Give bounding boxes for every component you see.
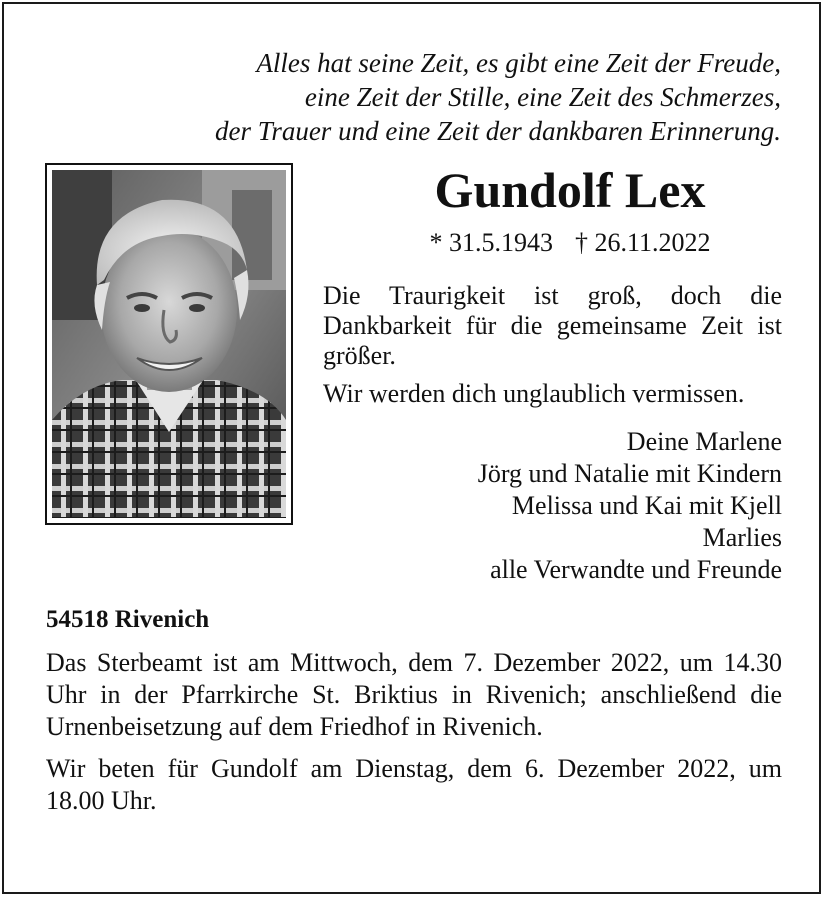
family-member: Jörg und Natalie mit Kindern [477, 459, 782, 488]
motto-quote [141, 46, 781, 148]
family-member: alle Verwandte und Freunde [490, 555, 782, 584]
prayer-paragraph: Wir beten für Gundolf am Dienstag, dem 6. Dezember 2022, um 18.00 Uhr. [46, 754, 782, 815]
family-member: Deine Marlene [626, 427, 782, 456]
deceased-name: Gundolf Lex [434, 162, 706, 218]
location-heading: 54518 Rivenich [46, 606, 210, 633]
motto-line: der Trauer und eine Zeit der dankbaren Erinnerung. [215, 116, 781, 146]
family-member: Marlies [702, 523, 782, 552]
funeral-mass-paragraph: Das Sterbeamt ist am Mittwoch, dem 7. Dezember 2022, um 14.30 Uhr in der Pfarrkirche St. Briktius in Rivenich; anschließend die Urnenbeisetzung auf dem Friedhof in Rivenich. [46, 648, 782, 741]
life-dates [316, 227, 824, 259]
service-details [46, 647, 782, 817]
condolence-paragraph: Die Traurigkeit ist groß, doch die Dankbarkeit für die gemeinsame Zeit ist größer. [323, 281, 782, 370]
birth-date: * 31.5.1943 [429, 228, 553, 257]
portrait-photo [45, 163, 293, 525]
motto-line: Alles hat seine Zeit, es gibt eine Zeit der Freude, [256, 48, 781, 78]
family-signatures [342, 426, 782, 586]
death-date: † 26.11.2022 [574, 228, 711, 257]
condolence-miss-line: Wir werden dich unglaublich vermissen. [323, 379, 745, 408]
family-member: Melissa und Kai mit Kjell [511, 491, 782, 520]
motto-line: eine Zeit der Stille, eine Zeit des Schmerzes, [304, 82, 781, 112]
portrait-photo-image [52, 170, 286, 518]
condolence-text [323, 281, 782, 409]
